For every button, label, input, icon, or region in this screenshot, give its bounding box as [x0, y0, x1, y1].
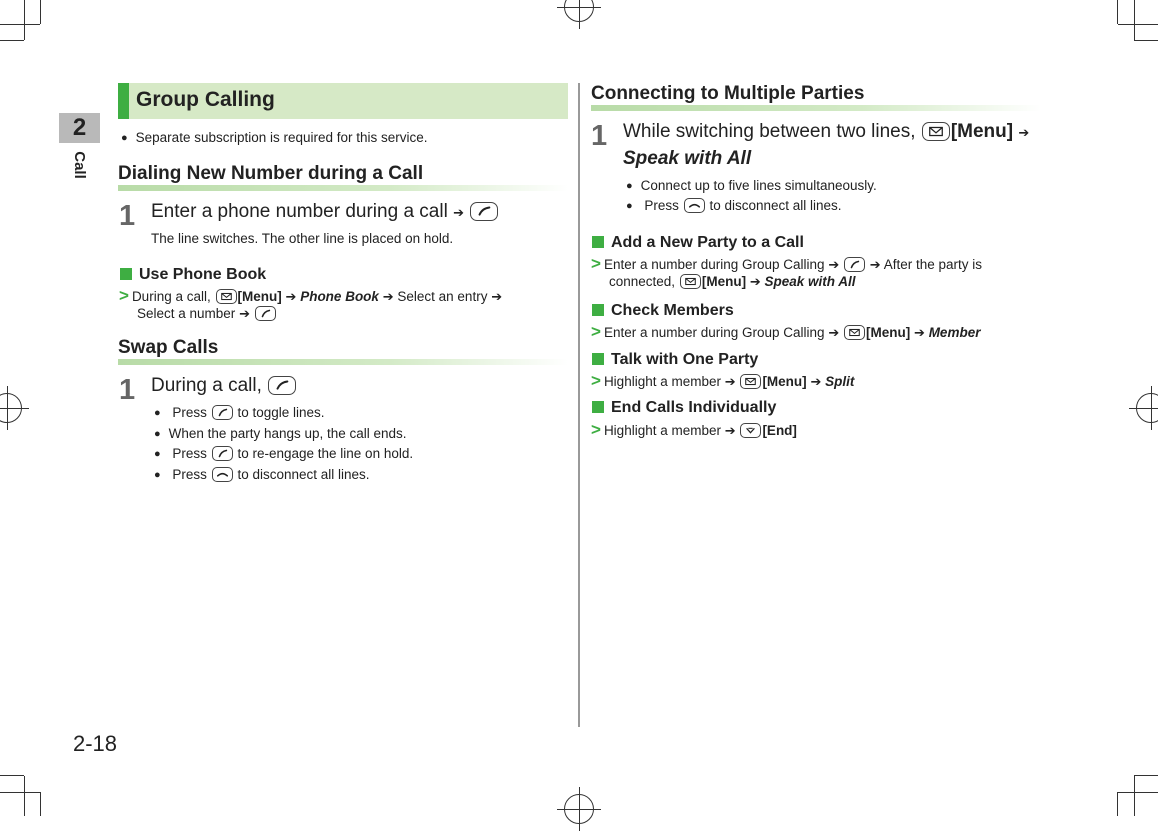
- text: Press: [172, 467, 207, 482]
- arrow-icon: ➔: [810, 374, 822, 389]
- mail-key-icon: [922, 122, 950, 141]
- green-square-icon: [592, 304, 604, 316]
- menu-label: [Menu]: [701, 274, 747, 289]
- text: During a call,: [131, 289, 211, 304]
- arrow-icon: ➔: [724, 423, 736, 438]
- step-number: 1: [119, 374, 136, 406]
- bullet-five-lines: ● Connect up to five lines simultaneously.: [626, 178, 877, 193]
- end-key-icon: [684, 198, 705, 213]
- arrow-icon: ➔: [382, 289, 394, 304]
- chevron-right-icon: >: [591, 254, 601, 273]
- arrow-icon: ➔: [724, 374, 736, 389]
- menu-label: [Menu]: [866, 325, 911, 340]
- step-multiple-line1: [623, 121, 1029, 143]
- instruction-check: [591, 322, 980, 342]
- bullet-toggle: [154, 405, 325, 420]
- call-key-icon: [212, 405, 233, 420]
- section-underline: [591, 105, 1041, 111]
- crop-mark: [1134, 776, 1135, 816]
- crop-mark: [1117, 792, 1118, 816]
- subheading-text: Add a New Party to a Call: [611, 234, 804, 251]
- subheading-use-phone-book: [120, 266, 266, 284]
- green-square-icon: [592, 401, 604, 413]
- arrow-icon: ➔: [869, 257, 881, 272]
- subheading-text: Check Members: [611, 302, 734, 319]
- step-note: The line switches. The other line is placed on hold.: [151, 231, 454, 246]
- crop-mark: [24, 776, 25, 816]
- crop-mark: [0, 24, 40, 25]
- group-calling-banner: [118, 83, 568, 119]
- mail-key-icon: [740, 374, 761, 389]
- banner-note: ● Separate subscription is required for this service.: [121, 130, 428, 145]
- registration-mark: [564, 794, 594, 824]
- mail-key-icon: [216, 289, 237, 304]
- arrow-icon: ➔: [453, 205, 464, 220]
- subheading-text: End Calls Individually: [611, 399, 777, 416]
- text: Highlight a member: [603, 423, 721, 438]
- call-key-icon: [844, 257, 865, 272]
- chapter-label: Call: [71, 151, 88, 179]
- section-title-swap-calls: Swap Calls: [118, 337, 219, 358]
- crop-mark: [1134, 0, 1135, 40]
- section-underline: [118, 359, 568, 365]
- crop-mark: [40, 0, 41, 24]
- step-number: 1: [591, 120, 608, 152]
- arrow-icon: ➔: [1018, 125, 1030, 140]
- instruction-add-line1: [591, 254, 982, 274]
- end-label: [End]: [762, 423, 797, 438]
- text: Press: [644, 198, 679, 213]
- banner-title: Group Calling: [136, 88, 275, 111]
- instruction-phone-book-line1: [119, 286, 502, 306]
- call-key-icon: [212, 446, 233, 461]
- instruction-talk: [591, 371, 854, 391]
- registration-mark: [0, 393, 22, 423]
- subheading-text: Talk with One Party: [611, 351, 759, 368]
- text: Press: [172, 405, 207, 420]
- step-swap: [151, 375, 297, 397]
- arrow-icon: ➔: [285, 289, 297, 304]
- chevron-right-icon: >: [591, 371, 601, 390]
- green-square-icon: [120, 268, 132, 280]
- chevron-right-icon: >: [591, 420, 601, 439]
- arrow-icon: ➔: [828, 257, 840, 272]
- subheading-check-members: [592, 302, 734, 320]
- text: Press: [172, 446, 207, 461]
- bullet-disconnect: [154, 467, 370, 482]
- text: Highlight a member: [603, 374, 721, 389]
- arrow-icon: ➔: [914, 325, 925, 340]
- split-label: Split: [825, 374, 855, 389]
- end-key-icon: [212, 467, 233, 482]
- arrow-icon: ➔: [491, 289, 503, 304]
- section-title-dialing: Dialing New Number during a Call: [118, 163, 424, 184]
- crop-mark: [24, 0, 25, 40]
- text: Select an entry: [397, 289, 488, 304]
- crop-mark: [1118, 24, 1158, 25]
- registration-mark: [1136, 393, 1158, 423]
- arrow-icon: ➔: [749, 274, 761, 289]
- call-key-icon: [255, 306, 276, 321]
- subheading-talk-one-party: [592, 351, 758, 369]
- member-label: Member: [928, 325, 981, 340]
- menu-label: [Menu]: [950, 121, 1014, 142]
- text: to disconnect all lines.: [709, 198, 842, 213]
- crop-mark: [1134, 775, 1158, 776]
- banner-accent-bar: [118, 83, 129, 119]
- crop-mark: [0, 775, 24, 776]
- registration-mark: [564, 0, 594, 22]
- chapter-number: 2: [59, 113, 100, 143]
- step-dialing: [151, 201, 499, 223]
- mail-key-icon: [680, 274, 701, 289]
- bullet-disconnect-all: [626, 198, 842, 213]
- crop-mark: [0, 792, 40, 793]
- crop-mark: [40, 792, 41, 816]
- bullet-re-engage: [154, 446, 413, 461]
- subheading-add-party: [592, 234, 804, 252]
- text: After the party is: [883, 257, 982, 272]
- soft-key-icon: [740, 423, 761, 438]
- text: Enter a number during Group Calling: [603, 325, 825, 340]
- text: to re-engage the line on hold.: [237, 446, 414, 461]
- crop-mark: [1118, 792, 1158, 793]
- arrow-icon: ➔: [239, 306, 250, 321]
- subheading-end-calls: [592, 399, 776, 417]
- chevron-right-icon: >: [119, 286, 129, 305]
- menu-label: [Menu]: [237, 289, 282, 304]
- text: connected,: [609, 274, 676, 289]
- step-dialing-text: Enter a phone number during a call: [151, 201, 448, 222]
- instruction-add-line2: [609, 274, 856, 290]
- section-title-multiple-parties: Connecting to Multiple Parties: [591, 83, 865, 104]
- step-swap-text: During a call,: [151, 375, 262, 396]
- bullet-hangs-up: ● When the party hangs up, the call ends.: [154, 426, 407, 441]
- crop-mark: [0, 40, 24, 41]
- mail-key-icon: [844, 325, 865, 340]
- phone-book-label: Phone Book: [300, 289, 379, 304]
- crop-mark: [1117, 0, 1118, 24]
- page-number: 2-18: [73, 731, 118, 756]
- green-square-icon: [592, 236, 604, 248]
- column-divider: [578, 83, 580, 727]
- step-number: 1: [119, 200, 136, 232]
- menu-label: [Menu]: [762, 374, 807, 389]
- subheading-text: Use Phone Book: [139, 266, 267, 283]
- call-key-icon: [470, 202, 498, 221]
- crop-mark: [1134, 40, 1158, 41]
- step-text: While switching between two lines,: [623, 121, 916, 142]
- chevron-right-icon: >: [591, 322, 601, 341]
- section-underline: [118, 185, 568, 191]
- text: to disconnect all lines.: [237, 467, 370, 482]
- green-square-icon: [592, 353, 604, 365]
- text: Enter a number during Group Calling: [603, 257, 825, 272]
- text: Select a number: [137, 306, 236, 321]
- step-multiple-line2: Speak with All: [623, 148, 752, 169]
- call-key-icon: [268, 376, 296, 395]
- instruction-phone-book-line2: [137, 306, 277, 322]
- speak-with-all-label: Speak with All: [764, 274, 856, 289]
- text: to toggle lines.: [237, 405, 325, 420]
- arrow-icon: ➔: [828, 325, 840, 340]
- instruction-end: [591, 420, 797, 440]
